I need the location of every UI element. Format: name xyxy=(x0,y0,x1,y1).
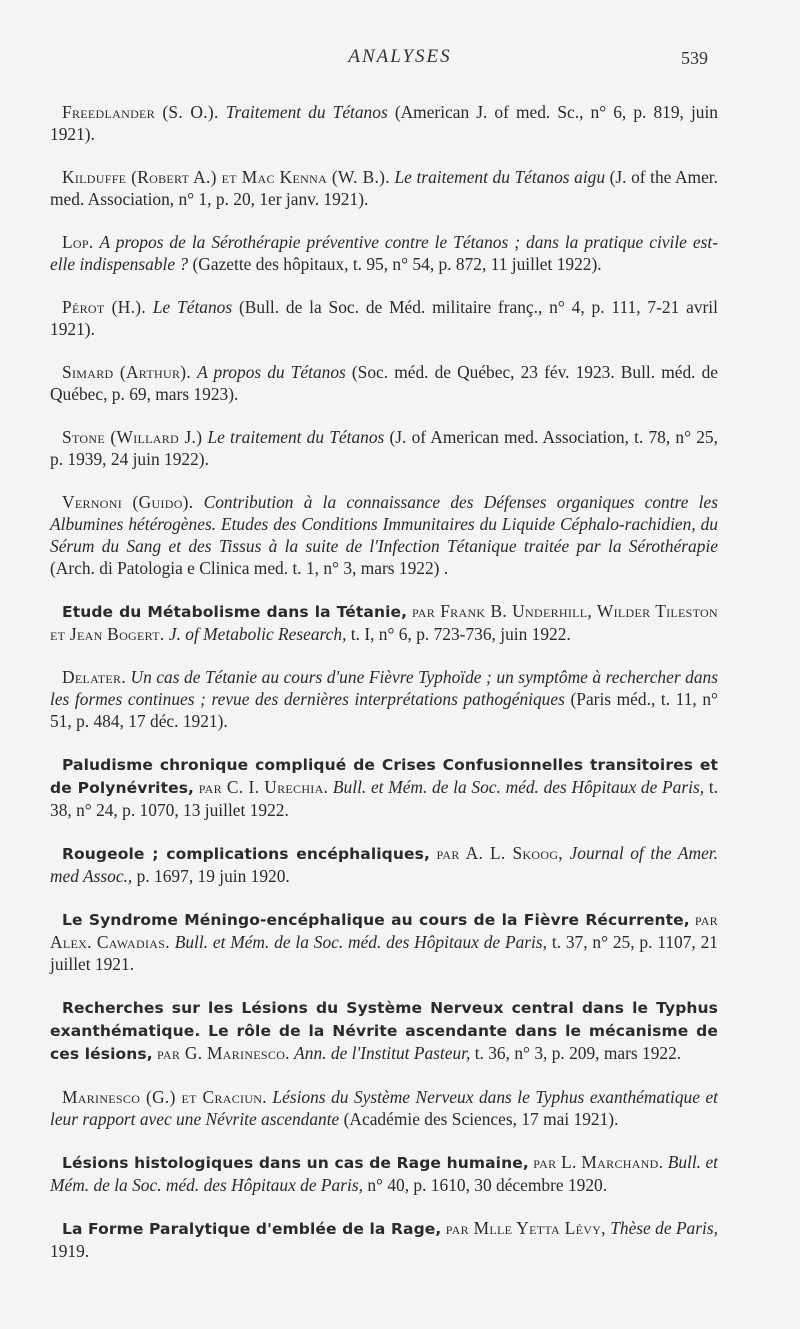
entry-source: p. 1697, 19 juin 1920. xyxy=(136,866,290,887)
entry-journal: Bull. et Mém. de la Soc. méd. des Hôpitaux de Paris, xyxy=(174,932,547,953)
entry-source: n° 40, p. 1610, 30 décembre 1920. xyxy=(367,1175,608,1196)
entry-journal: Ann. de l'Institut Pasteur, xyxy=(294,1043,471,1064)
entry-author: Simard (Arthur). xyxy=(62,362,191,383)
entry-title: Un cas de Tétanie au cours d'une Fièvre Typhoïde ; un symptôme à rechercher dans les formes continues ; revue des dernières interprétations pathogéniques xyxy=(50,667,718,710)
entry-title: A propos du Tétanos xyxy=(197,362,346,383)
bibliography-entry xyxy=(50,600,718,645)
entry-source: (J. of the Amer. med. Association, n° 1, p. 20, 1er janv. 1921). xyxy=(50,167,718,210)
entry-title: Le Tétanos xyxy=(152,297,233,318)
entry-author: Marinesco (G.) et Craciun. xyxy=(62,1087,267,1108)
entry-title: Paludisme chronique compliqué de Crises Confusionnelles transitoires et de Polynévrites, xyxy=(50,756,718,798)
bibliography-entry xyxy=(50,166,718,210)
bibliography-entry xyxy=(50,231,718,275)
bibliography-entry xyxy=(50,753,718,821)
bibliography-list xyxy=(50,84,718,1283)
bibliography-entry xyxy=(50,908,718,975)
bibliography-entry xyxy=(50,1151,718,1196)
entry-source: t. 38, n° 24, p. 1070, 13 juillet 1922. xyxy=(50,777,718,821)
entry-author: Delater. xyxy=(62,667,126,688)
entry-author: Pérot (H.). xyxy=(62,297,146,318)
entry-author: Vernoni (Guido). xyxy=(62,492,194,513)
entry-journal: J. of Metabolic Research, xyxy=(168,624,347,645)
entry-title: Contribution à la connaissance des Défenses organiques contre les Albumines hétérogènes. Etudes des Conditions Immunitaires du Liquide Céphalo-rachidien, du Sérum du Sang et des Tissus à la suite de l'Infection Tétanique traitée par la Sérothérapie xyxy=(50,492,718,557)
entry-author: par G. Marinesco. xyxy=(157,1043,290,1064)
bibliography-entry xyxy=(50,426,718,470)
entry-source: t. 37, n° 25, p. 1107, 21 juillet 1921. xyxy=(50,932,718,975)
entry-source: t. 36, n° 3, p. 209, mars 1922. xyxy=(474,1043,682,1064)
entry-source: (Soc. méd. de Québec, 23 fév. 1923. Bull. méd. de Québec, p. 69, mars 1923). xyxy=(50,362,718,405)
entry-source: (Paris méd., t. 11, n° 51, p. 484, 17 déc. 1921). xyxy=(50,689,718,732)
entry-source: (Gazette des hôpitaux, t. 95, n° 54, p. 872, 11 juillet 1922). xyxy=(192,254,602,275)
entry-journal: Bull. et Mém. de la Soc. méd. des Hôpitaux de Paris, xyxy=(50,1152,719,1196)
entry-author: par L. Marchand. xyxy=(533,1152,664,1173)
entry-author: Lop. xyxy=(62,232,94,253)
entry-author: par C. I. Urechia. xyxy=(198,777,329,798)
entry-title: Etude du Métabolisme dans la Tétanie, xyxy=(62,603,408,622)
entry-title: La Forme Paralytique d'emblée de la Rage, xyxy=(62,1220,442,1239)
bibliography-entry xyxy=(50,101,718,145)
entry-source: (Bull. de la Soc. de Méd. militaire franç., n° 4, p. 111, 7-21 avril 1921). xyxy=(50,297,718,340)
entry-title: Traitement du Tétanos xyxy=(225,102,388,123)
page-header xyxy=(0,46,800,74)
entry-journal: Journal of the Amer. med Assoc., xyxy=(50,843,718,887)
entry-title: Recherches sur les Lésions du Système Nerveux central dans le Typhus exanthématique. Le rôle de la Névrite ascendante dans le mécanisme de ces lésions, xyxy=(50,999,718,1064)
entry-journal: Bull. et Mém. de la Soc. méd. des Hôpitaux de Paris, xyxy=(332,777,705,798)
entry-source: 1919. xyxy=(50,1241,90,1262)
entry-title: Lésions du Système Nerveux dans le Typhus exanthématique et leur rapport avec une Névrite ascendante xyxy=(50,1087,718,1130)
entry-author: par Mlle Yetta Lévy, xyxy=(445,1218,606,1239)
entry-title: Rougeole ; complications encéphaliques, xyxy=(62,845,430,864)
entry-journal: Thèse de Paris, xyxy=(610,1218,718,1239)
entry-author: par Alex. Cawadias. xyxy=(50,909,718,953)
bibliography-entry xyxy=(50,361,718,405)
bibliography-entry xyxy=(50,666,718,732)
bibliography-entry xyxy=(50,1217,718,1262)
entry-author: par A. L. Skoog, xyxy=(436,843,563,864)
bibliography-entry xyxy=(50,1086,718,1130)
entry-title: A propos de la Sérothérapie préventive contre le Tétanos ; dans la pratique civile est-elle indispensable ? xyxy=(50,232,718,275)
entry-title: Le traitement du Tétanos aigu xyxy=(394,167,606,188)
entry-author: par Frank B. Underhill, Wilder Tileston et Jean Bogert. xyxy=(50,601,718,645)
entry-title: Le Syndrome Méningo-encéphalique au cours de la Fièvre Récurrente, xyxy=(62,911,690,930)
entry-source: (American J. of med. Sc., n° 6, p. 819, juin 1921). xyxy=(50,102,718,145)
entry-title: Le traitement du Tétanos xyxy=(207,427,385,448)
entry-source: (Arch. di Patologia e Clinica med. t. 1, n° 3, mars 1922) . xyxy=(50,558,449,579)
bibliography-entry xyxy=(50,996,718,1065)
entry-source: (Académie des Sciences, 17 mai 1921). xyxy=(343,1109,619,1130)
entry-author: Freedlander (S. O.). xyxy=(62,102,219,123)
bibliography-entry xyxy=(50,842,718,887)
entry-source: t. I, n° 6, p. 723-736, juin 1922. xyxy=(350,624,571,645)
entry-author: Stone (Willard J.) xyxy=(62,427,203,448)
bibliography-entry xyxy=(50,296,718,340)
entry-source: (J. of American med. Association, t. 78, n° 25, p. 1939, 24 juin 1922). xyxy=(50,427,718,470)
page-number: 539 xyxy=(681,48,708,68)
bibliography-entry xyxy=(50,491,718,579)
entry-title: Lésions histologiques dans un cas de Rage humaine, xyxy=(62,1154,529,1173)
entry-author: Kilduffe (Robert A.) et Mac Kenna (W. B.). xyxy=(62,167,390,188)
running-title: ANALYSES xyxy=(348,46,452,67)
